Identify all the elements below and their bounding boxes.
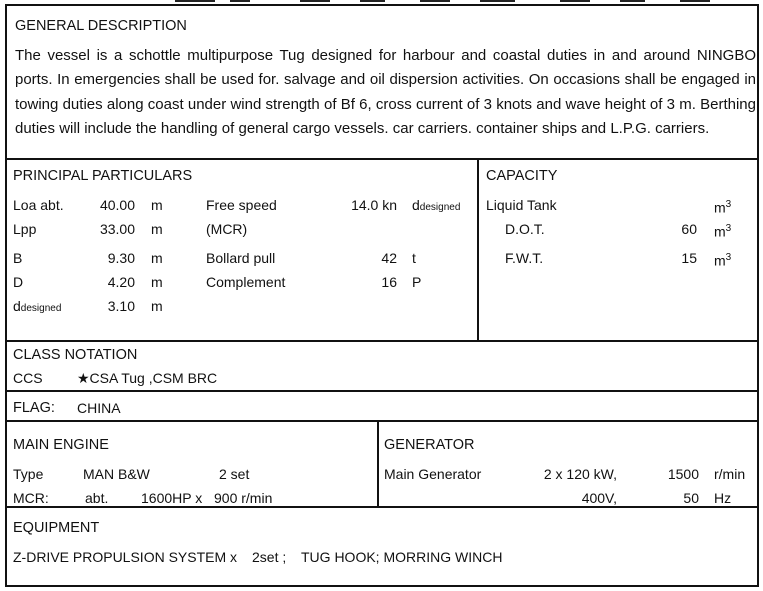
dot-unit: $m^3$ — [714, 223, 732, 240]
engine-generator-divider — [377, 422, 379, 506]
equipment-count: 2set ; — [252, 549, 287, 565]
fwt-unit: $m^3$ — [714, 252, 732, 269]
general-description-text: The vessel is a schottle multipurpose Tug designed for harbour and coastal duties in and around NINGBO ports. In emergencies shall be used for. salvage and oil dispersion activities. On occasions shall be engaged in towing duties along coast under wind strength of Bf 6, cross current of 3 knots and wave height of 3 m. Berthing duties will include the handling of general cargo vessels. car carriers. container ships and L.P.G. carriers. — [15, 47, 756, 138]
engine-generator-section — [5, 420, 759, 508]
class-notation-heading: CLASS NOTATION — [13, 347, 138, 363]
depth-unit: m — [151, 274, 163, 290]
engine-type-count: 2 set — [219, 466, 250, 482]
breadth-label: B — [13, 250, 23, 266]
bollard-pull-label: Bollard pull — [206, 250, 276, 266]
engine-type-value: MAN B&W — [83, 466, 150, 482]
loa-value: 40.00 — [99, 197, 135, 213]
free-speed-condition-subscript: designed — [419, 202, 461, 213]
engine-mcr-label: MCR: — [13, 490, 49, 506]
breadth-value: 9.30 — [107, 250, 135, 266]
bollard-pull-unit: t — [412, 250, 416, 266]
bollard-pull-value: 42 — [381, 250, 397, 266]
generator-speed-unit: r/min — [714, 466, 746, 482]
depth-value: 4.20 — [107, 274, 135, 290]
liquid-tank-label: Liquid Tank — [486, 197, 557, 213]
lpp-label: Lpp — [13, 221, 37, 237]
complement-value: 16 — [381, 274, 397, 290]
engine-mcr-abt: abt. — [85, 490, 109, 506]
dot-label: D.O.T. — [505, 221, 545, 237]
free-speed-value: 14.0 kn — [351, 197, 397, 213]
loa-label: Loa abt. — [13, 197, 64, 213]
capacity-heading: CAPACITY — [486, 168, 558, 184]
particulars-capacity-section — [5, 158, 759, 342]
breadth-unit: m — [151, 250, 163, 266]
main-engine-heading: MAIN ENGINE — [13, 437, 109, 453]
top-cropped-marks — [0, 0, 763, 3]
equipment-propulsion: Z-DRIVE PROPULSION SYSTEM — [13, 549, 227, 565]
complement-unit: P — [412, 274, 422, 290]
depth-label: D — [13, 274, 24, 290]
generator-heading: GENERATOR — [384, 437, 475, 453]
lpp-unit: m — [151, 221, 163, 237]
generator-speed-value: 1500 — [667, 466, 699, 482]
generator-label: Main Generator — [384, 466, 482, 482]
complement-label: Complement — [206, 274, 286, 290]
equipment-multiplier: x — [230, 549, 237, 565]
loa-unit: m — [151, 197, 163, 213]
free-speed-condition — [412, 197, 460, 216]
design-draught-value: 3.10 — [107, 298, 135, 314]
fwt-label: F.W.T. — [505, 250, 544, 266]
equipment-section — [5, 506, 759, 587]
flag-section — [5, 390, 759, 422]
flag-value: CHINA — [77, 400, 121, 416]
equipment-items: TUG HOOK; MORRING WINCH — [301, 549, 503, 565]
engine-mcr-speed: 900 r/min — [214, 490, 273, 506]
class-society: CCS — [13, 370, 43, 386]
free-speed-label: Free speed — [206, 197, 277, 213]
class-notation-section — [5, 340, 759, 392]
design-draught-unit: m — [151, 298, 163, 314]
generator-spec: 2 x 120 kW, — [543, 466, 617, 482]
design-draught-subscript: designed — [20, 303, 62, 314]
free-speed-condition-symbol: d — [412, 197, 420, 213]
free-speed-mcr-label: (MCR) — [206, 221, 248, 237]
lpp-value: 33.00 — [99, 221, 135, 237]
equipment-heading: EQUIPMENT — [13, 520, 100, 536]
design-draught-symbol: d — [13, 298, 21, 314]
general-description-section — [5, 4, 759, 160]
flag-label: FLAG: — [13, 400, 55, 416]
generator-frequency-unit: Hz — [714, 490, 732, 506]
fwt-value: 15 — [681, 250, 697, 266]
principal-particulars-heading: PRINCIPAL PARTICULARS — [13, 168, 193, 184]
design-draught-label — [13, 298, 61, 317]
class-notation-value: ★CSA Tug ,CSM BRC — [77, 370, 218, 386]
engine-type-label: Type — [13, 466, 44, 482]
particulars-capacity-divider — [477, 160, 479, 340]
liquid-tank-unit: $m^3$ — [714, 199, 732, 216]
dot-value: 60 — [681, 221, 697, 237]
general-description-heading: GENERAL DESCRIPTION — [15, 18, 187, 34]
generator-voltage: 400V, — [581, 490, 617, 506]
generator-frequency-value: 50 — [683, 490, 699, 506]
engine-mcr-power: 1600HP x — [141, 490, 203, 506]
vessel-specification-sheet — [5, 4, 759, 587]
